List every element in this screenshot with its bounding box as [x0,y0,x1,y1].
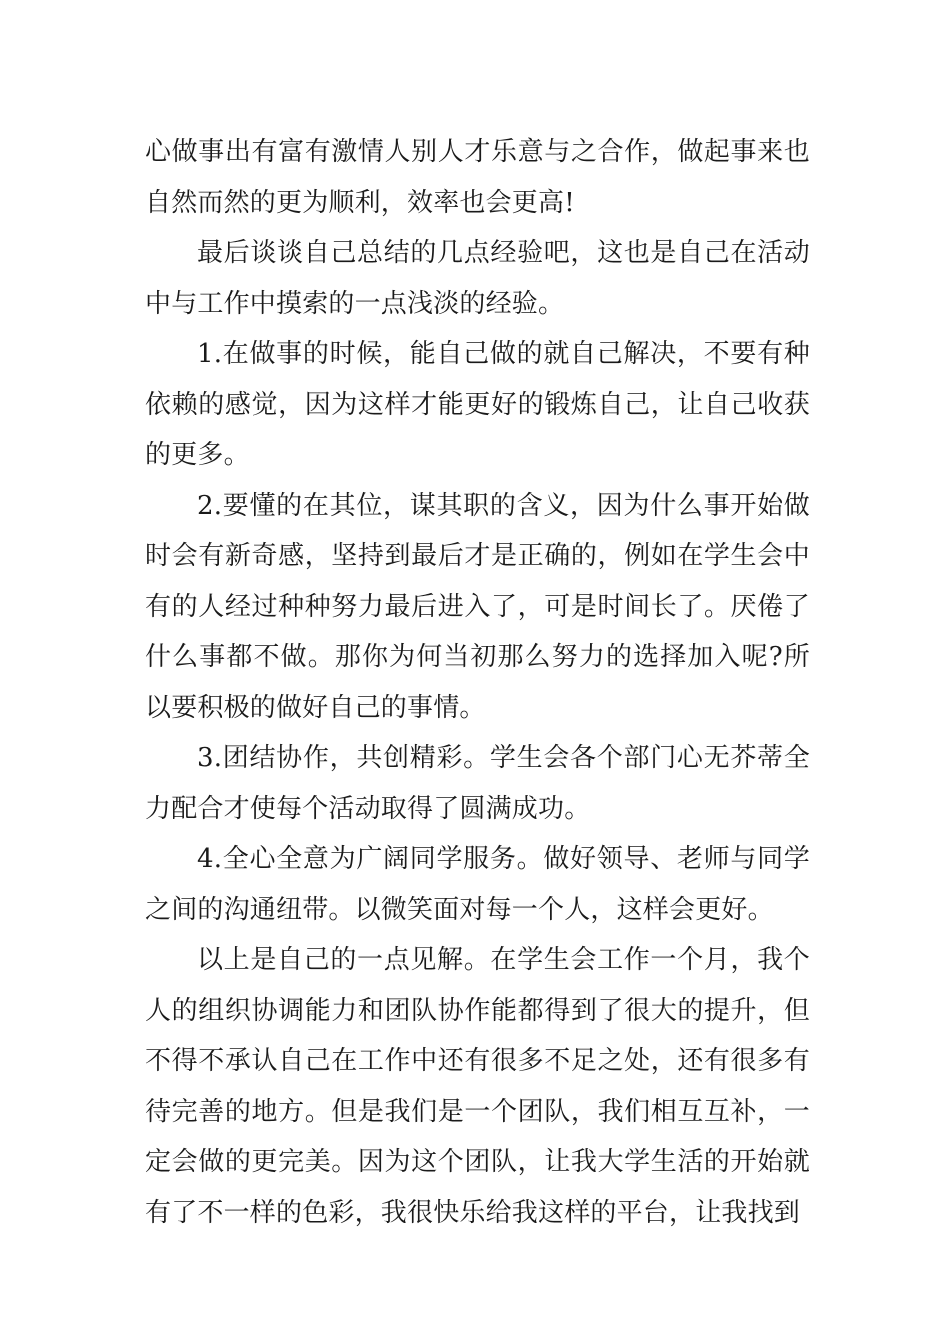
paragraph-1: 心做事出有富有激情人别人才乐意与之合作，做起事来也自然而然的更为顺利，效率也会更高! [145,137,810,218]
paragraph-conclusion: 以上是自己的一点见解。在学生会工作一个月，我个人的组织协调能力和团队协作能都得到了很大的提升，但不得不承认自己在工作中还有很多不足之处，还有很多有待完善的地方。但是我们是一个团队，我们相互互补，一定会做的更完美。因为这个团队，让我大学生活的开始就有了不一样的色彩，我很快乐给我这样的平台，让我找到 [145,945,810,1228]
list-item-1: 1.在做事的时候，能自己做的就自己解决，不要有种依赖的感觉，因为这样才能更好的锻炼自己，让自己收获的更多。 [145,339,810,470]
list-item-4: 4.全心全意为广阔同学服务。做好领导、老师与同学之间的沟通纽带。以微笑面对每一个人，这样会更好。 [145,844,810,925]
paragraph-2: 最后谈谈自己总结的几点经验吧，这也是自己在活动中与工作中摸索的一点浅淡的经验。 [145,238,810,319]
list-item-3: 3.团结协作，共创精彩。学生会各个部门心无芥蒂全力配合才使每个活动取得了圆满成功。 [145,743,810,824]
document-body [145,127,810,1238]
list-item-2: 2.要懂的在其位，谋其职的含义，因为什么事开始做时会有新奇感，坚持到最后才是正确的，例如在学生会中有的人经过种种努力最后进入了，可是时间长了。厌倦了什么事都不做。那你为何当初那么努力的选择加入呢?所以要积极的做好自己的事情。 [145,490,810,723]
